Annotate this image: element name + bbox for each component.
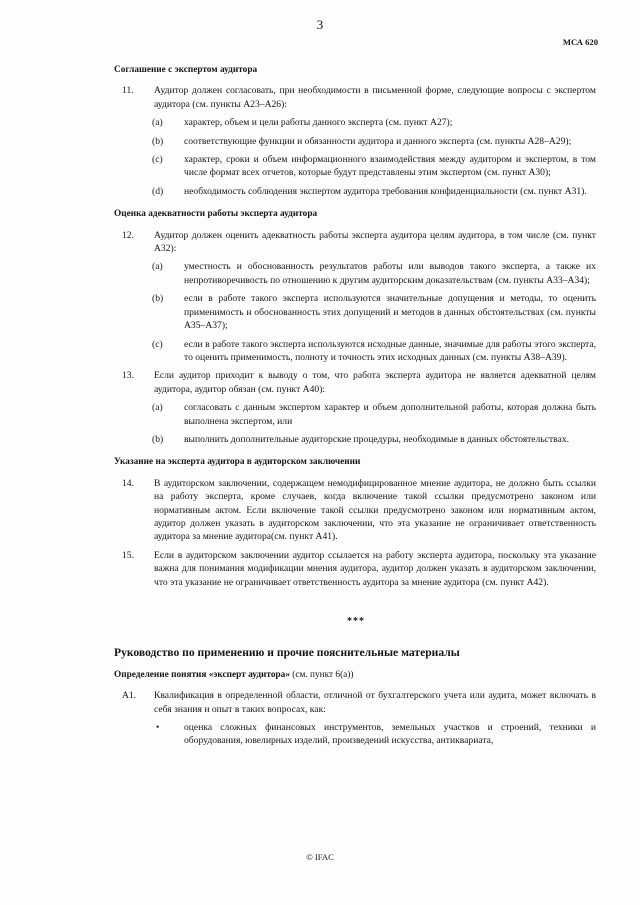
paragraph-a1 [116, 689, 596, 716]
subitem-11b [116, 135, 596, 148]
paragraph-number: 14. [122, 477, 134, 489]
paragraph-11 [116, 84, 596, 111]
subitem-label: (d) [152, 185, 164, 197]
definition-heading-bold: Определение понятия «эксперт аудитора» [114, 669, 290, 680]
bullet-text: оценка сложных финансовых инструментов, земельных участков и строений, техники и оборудования, ювелирных изделий, произведений искусства, антиквариата, [184, 722, 596, 747]
subitem-text: выполнить дополнительные аудиторские процедуры, необходимые в данных обстоятельствах. [184, 433, 570, 445]
paragraph-13 [116, 369, 596, 396]
paragraph-number: 13. [122, 370, 134, 382]
subitem-label: (a) [152, 117, 163, 129]
subitem-text: если в работе такого эксперта используются значительные допущения и методы, то оценить применимость и обоснованность этих допущений и методов в данных обстоятельствах (см. пункты А35–А37); [184, 293, 596, 332]
page-content [116, 64, 596, 748]
subitem-text: характер, сроки и объем информационного взаимодействия между аудитором и экспертом, в том числе формат всех отчетов, которые будут представлены этим экспертом (см. пункт А30); [184, 154, 596, 179]
paragraph-12 [116, 229, 596, 256]
paragraph-text: Аудитор должен оценить адекватность работы эксперта аудитора целям аудитора, в том числе (см. пункт А32): [154, 229, 596, 255]
paragraph-number: А1. [122, 690, 137, 702]
subitem-11c [116, 153, 596, 180]
subitem-label: (b) [152, 293, 164, 305]
section-separator: *** [347, 616, 365, 627]
subitem-label: (a) [152, 261, 163, 273]
bullet-icon: • [156, 722, 160, 734]
paragraph-number: 11. [122, 85, 134, 97]
paragraph-number: 15. [122, 549, 134, 561]
subitem-13b [116, 433, 596, 446]
paragraph-14 [116, 477, 596, 544]
section-heading-agreement: Соглашение с экспертом аудитора [114, 65, 258, 75]
paragraph-text: Если аудитор приходит к выводу о том, что работа эксперта аудитора не является адекватной целям аудитора, аудитор обязан (см. пункт А40): [154, 370, 596, 395]
subitem-12a [116, 260, 596, 287]
definition-heading-ref: (см. пункт 6(a)) [289, 669, 354, 680]
header-code: МСА 620 [562, 37, 598, 47]
subitem-text: необходимость соблюдения экспертом аудитора требования конфиденциальности (см. пункт А31). [184, 185, 587, 197]
page-footer: © IFAC [306, 852, 334, 862]
subitem-label: (b) [152, 135, 164, 147]
subitem-text: характер, объем и цели работы данного эксперта (см. пункт А27); [184, 117, 453, 129]
subitem-text: уместность и обоснованность результатов работы или выводов такого эксперта, а также их непротиворечивость по отношению к другим аудиторским доказательствам (см. пункты А33–А34); [184, 261, 596, 286]
subitem-label: (c) [152, 338, 163, 350]
subitem-11d [116, 185, 596, 198]
section-heading-reference: Указание на эксперта аудитора в аудиторском заключении [114, 457, 361, 468]
paragraph-text: Если в аудиторском заключении аудитор ссылается на работу эксперта аудитора, поскольку эта указание важна для понимания модификации мнения аудитора, аудитор должен указать в аудиторском заключении, что эта указание не ограничивает ответственность аудитора за мнение аудитора (см. пункт А42). [154, 549, 596, 588]
page-number: 3 [316, 17, 324, 32]
subitem-label: (a) [152, 402, 163, 414]
paragraph-15 [116, 549, 596, 589]
section-heading-evaluation: Оценка адекватности работы эксперта аудитора [114, 209, 318, 220]
subitem-text: соответствующие функции и обязанности аудитора и данного эксперта (см. пункты А28–А29); [184, 135, 572, 147]
subitem-11a [116, 116, 596, 129]
paragraph-number: 12. [122, 229, 134, 241]
subitem-label: (b) [152, 433, 164, 445]
guidance-title: Руководство по применению и прочие пояснительные материалы [114, 646, 460, 660]
subitem-label: (c) [152, 154, 163, 166]
subitem-12b [116, 292, 596, 332]
paragraph-text: Аудитор должен согласовать, при необходимости в письменной форме, следующие вопросы с экспертом аудитора (см. пункты А23–А26): [154, 85, 596, 110]
paragraph-text: В аудиторском заключении, содержащем немодифицированное мнение аудитора, не должно быть ссылки на работу эксперта, кроме случаев, когда включение такой ссылки предусмотрено законом или нормативным актом. Если включение такой ссылки предусмотрено законом или нормативным актом, аудитор должен указать в аудиторском заключении, что эта указание не ограничивает ответственность аудитора за мнение аудитора(см. пункт А41). [154, 477, 596, 543]
definition-heading [114, 669, 596, 682]
subitem-13a [116, 401, 596, 428]
subitem-text: если в работе такого эксперта используются исходные данные, значимые для работы этого эксперта, то оценить применимость, полноту и точность этих исходных данных (см. пункты А38–А39). [184, 338, 596, 363]
subitem-text: согласовать с данным экспертом характер и объем дополнительной работы, которая должна быть выполнена экспертом, или [184, 402, 596, 427]
bullet-item [116, 721, 596, 748]
paragraph-text: Квалификация в определенной области, отличной от бухгалтерского учета или аудита, может включать в себя знания и опыт в таких вопросах, как: [154, 690, 596, 715]
subitem-12c [116, 338, 596, 365]
